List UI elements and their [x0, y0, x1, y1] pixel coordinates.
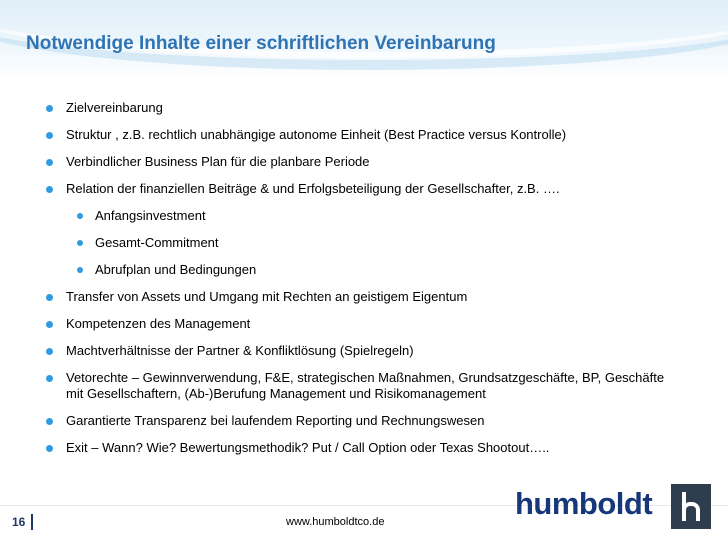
- bullet-item: Garantierte Transparenz bei laufendem Reporting und Rechnungswesen: [44, 413, 684, 429]
- sub-bullet-item: Anfangsinvestment: [75, 208, 684, 224]
- bullet-list: [44, 100, 684, 467]
- bullet-item: Verbindlicher Business Plan für die planbare Periode: [44, 154, 684, 170]
- bullet-item: Transfer von Assets und Umgang mit Rechten an geistigem Eigentum: [44, 289, 684, 305]
- bullet-item: Vetorechte – Gewinnverwendung, F&E, strategischen Maßnahmen, Grundsatzgeschäfte, BP, Geschäfte mit Gesellschaftern, (Ab-)Berufung Management und Risikomanagement: [44, 370, 684, 402]
- logo-h-glyph: [682, 492, 700, 521]
- sub-bullet-item: Gesamt-Commitment: [75, 235, 684, 251]
- sub-bullet-item: Abrufplan und Bedingungen: [75, 262, 684, 278]
- page-number: 16: [12, 514, 33, 530]
- bullet-item: Relation der finanziellen Beiträge & und Erfolgsbeteiligung der Gesellschafter, z.B. ….: [44, 181, 684, 197]
- bullet-item: Kompetenzen des Management: [44, 316, 684, 332]
- bullet-item: Struktur , z.B. rechtlich unabhängige autonome Einheit (Best Practice versus Kontrolle): [44, 127, 684, 143]
- bullet-item: Zielvereinbarung: [44, 100, 684, 116]
- bullet-item: Machtverhältnisse der Partner & Konfliktlösung (Spielregeln): [44, 343, 684, 359]
- humboldt-logo-icon: [671, 484, 711, 529]
- slide-title: Notwendige Inhalte einer schriftlichen Vereinbarung: [26, 33, 496, 54]
- humboldt-logo-text: humboldt: [515, 486, 653, 521]
- footer-url: www.humboldtco.de: [286, 516, 385, 528]
- bullet-item: Exit – Wann? Wie? Bewertungsmethodik? Put / Call Option oder Texas Shootout…..: [44, 440, 684, 456]
